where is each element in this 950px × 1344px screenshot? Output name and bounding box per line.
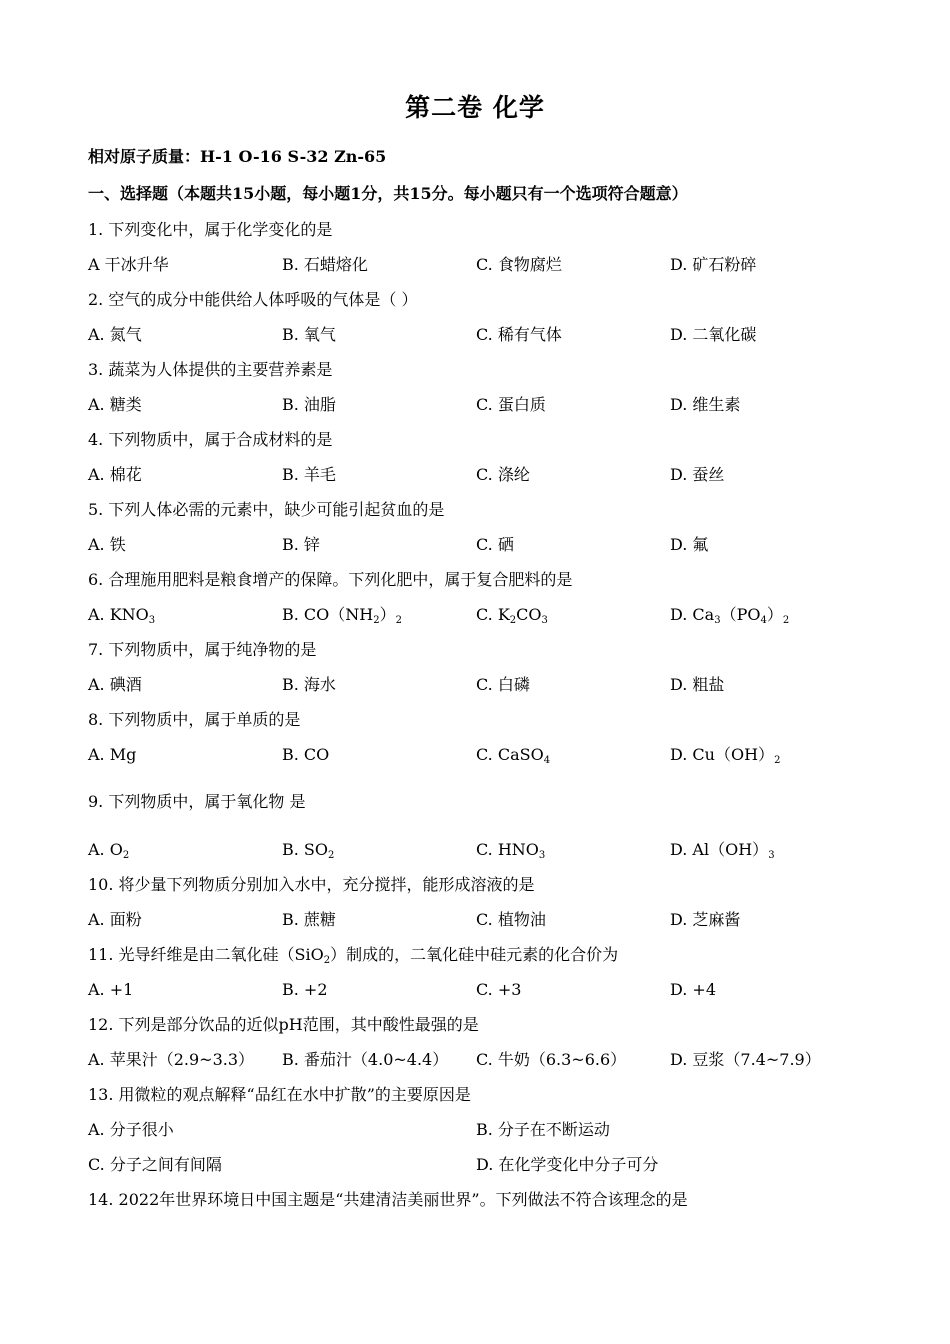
q6-option-a: A. $KNO_3$	[88, 605, 156, 626]
q7-option-d: D. 粗盐	[670, 675, 725, 694]
q10-option-b: B. 蔗糖	[282, 910, 336, 929]
q11-option-d: D. +4	[670, 980, 717, 999]
q11-option-a: A. +1	[88, 980, 134, 999]
question-2-stem: 2. 空气的成分中能供给人体呼吸的气体是（ ）	[88, 290, 418, 309]
question-1-stem: 1. 下列变化中，属于化学变化的是	[88, 220, 333, 239]
q8-option-b: B. CO	[282, 745, 330, 764]
atomic-mass-line: 相对原子质量：H-1 O-16 S-32 Zn-65	[88, 147, 387, 166]
question-4-stem: 4. 下列物质中，属于合成材料的是	[88, 430, 333, 449]
q2-option-c: C. 稀有气体	[476, 325, 562, 344]
q13-option-d: D. 在化学变化中分子可分	[476, 1155, 659, 1174]
q7-option-b: B. 海水	[282, 675, 336, 694]
q9-option-c: C. $HNO_3$	[476, 840, 546, 861]
q1-option-c: C. 食物腐烂	[476, 255, 562, 274]
q6-option-c: C. $K_2CO_3$	[476, 605, 548, 626]
q8-option-c: C. CaSO$_4$	[476, 745, 551, 766]
q10-option-c: C. 植物油	[476, 910, 546, 929]
q9-option-d: D. $Al(OH)_3$	[670, 840, 775, 861]
q7-option-a: A. 碘酒	[88, 675, 142, 694]
question-13-stem: 13. 用微粒的观点解释“品红在水中扩散”的主要原因是	[88, 1085, 471, 1104]
q9-option-b: B. $SO_2$	[282, 840, 335, 861]
q13-option-a: A. 分子很小	[88, 1120, 174, 1139]
question-5-stem: 5. 下列人体必需的元素中，缺少可能引起贫血的是	[88, 500, 445, 519]
question-9-stem: 9. 下列物质中，属于氧化物 是	[88, 792, 306, 811]
q12-option-d: D. 豆浆（7.4~7.9）	[670, 1050, 821, 1069]
q3-option-b: B. 油脂	[282, 395, 336, 414]
q8-option-a: A. Mg	[88, 745, 137, 764]
q13-option-b: B. 分子在不断运动	[476, 1120, 610, 1139]
question-11-stem: 11. 光导纤维是由二氧化硅（SiO$_2$）制成的，二氧化硅中硅元素的化合价为	[88, 945, 619, 966]
q11-option-c: C. +3	[476, 980, 522, 999]
q9-option-a: A. $O_2$	[88, 840, 130, 861]
q5-option-c: C. 硒	[476, 535, 514, 554]
q4-option-b: B. 羊毛	[282, 465, 336, 484]
question-7-stem: 7. 下列物质中，属于纯净物的是	[88, 640, 317, 659]
q10-option-d: D. 芝麻酱	[670, 910, 741, 929]
q5-option-a: A. 铁	[88, 535, 126, 554]
question-8-stem: 8. 下列物质中，属于单质的是	[88, 710, 301, 729]
question-6-stem: 6. 合理施用肥料是粮食增产的保障。下列化肥中，属于复合肥料的是	[88, 570, 573, 589]
question-14-stem: 14. 2022年世界环境日中国主题是“共建清洁美丽世界”。下列做法不符合该理念的是	[88, 1190, 688, 1209]
q6-option-b: B. $CO(NH_2)_2$	[282, 605, 403, 626]
q12-option-b: B. 番茄汁（4.0~4.4）	[282, 1050, 449, 1069]
section-heading: 一、选择题（本题共15小题，每小题1分，共15分。每小题只有一个选项符合题意）	[88, 184, 688, 203]
q3-option-d: D. 维生素	[670, 395, 741, 414]
q11-option-b: B. +2	[282, 980, 328, 999]
q5-option-d: D. 氟	[670, 535, 709, 554]
q3-option-a: A. 糖类	[88, 395, 142, 414]
q3-option-c: C. 蛋白质	[476, 395, 546, 414]
q1-option-b: B. 石蜡熔化	[282, 255, 368, 274]
q4-option-a: A. 棉花	[88, 465, 142, 484]
page-title: 第二卷 化学	[405, 93, 545, 122]
question-12-stem: 12. 下列是部分饮品的近似pH范围，其中酸性最强的是	[88, 1015, 479, 1034]
q12-option-c: C. 牛奶（6.3~6.6）	[476, 1050, 627, 1069]
q5-option-b: B. 锌	[282, 535, 320, 554]
q4-option-d: D. 蚕丝	[670, 465, 725, 484]
question-10-stem: 10. 将少量下列物质分别加入水中，充分搅拌，能形成溶液的是	[88, 875, 535, 894]
q2-option-a: A. 氮气	[88, 325, 142, 344]
q2-option-d: D. 二氧化碳	[670, 325, 757, 344]
question-3-stem: 3. 蔬菜为人体提供的主要营养素是	[88, 360, 333, 379]
q2-option-b: B. 氧气	[282, 325, 336, 344]
q13-option-c: C. 分子之间有间隔	[88, 1155, 222, 1174]
q7-option-c: C. 白磷	[476, 675, 530, 694]
q4-option-c: C. 涤纶	[476, 465, 530, 484]
q6-option-d: D. $Ca_3(PO_4)_2$	[670, 605, 790, 626]
q12-option-a: A. 苹果汁（2.9~3.3）	[88, 1050, 255, 1069]
q10-option-a: A. 面粉	[88, 910, 142, 929]
q1-option-d: D. 矿石粉碎	[670, 255, 757, 274]
q8-option-d: D. $Cu(OH)_2$	[670, 745, 781, 766]
q1-option-a: A 干冰升华	[88, 255, 169, 274]
